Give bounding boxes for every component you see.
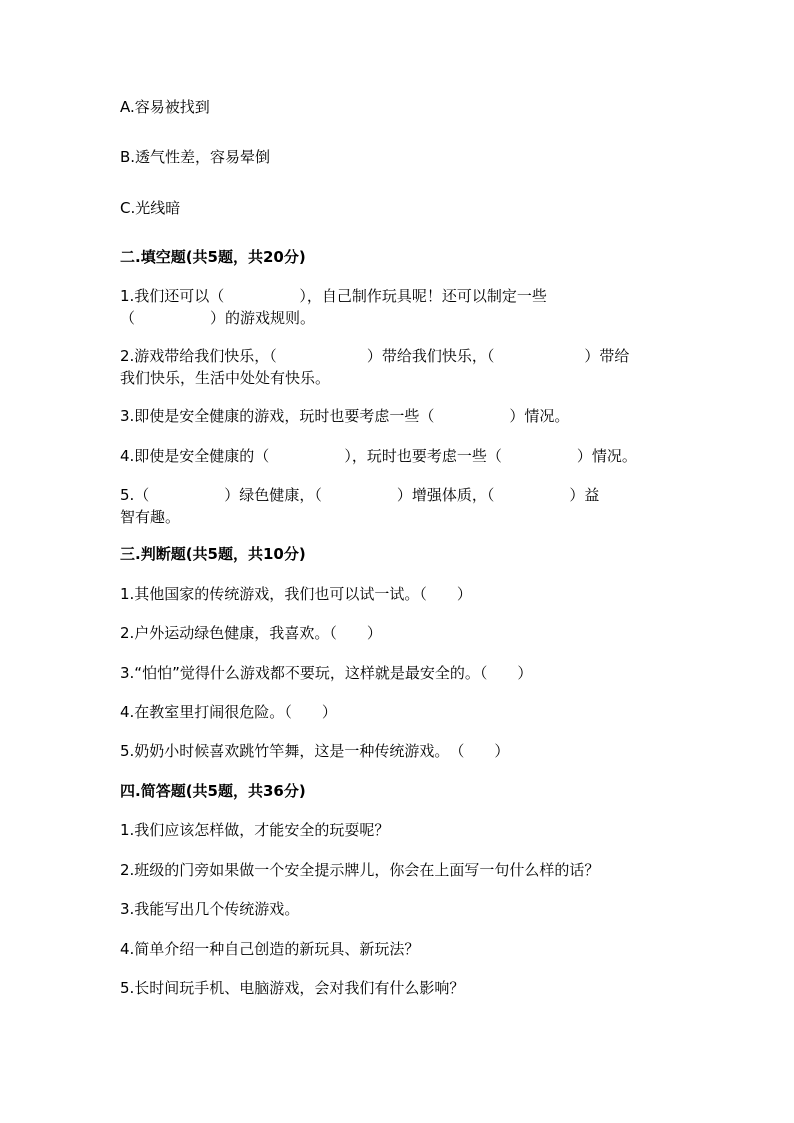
section-heading-fill-blank: 二.填空题(共5题，共20分): [120, 248, 306, 266]
fill-blank-5-line2: 智有趣。: [120, 508, 181, 526]
short-answer-4: 4.简单介绍一种自己创造的新玩具、新玩法？: [120, 940, 420, 958]
true-false-1: 1.其他国家的传统游戏，我们也可以试一试。（ ）: [120, 585, 472, 603]
true-false-3: 3.“怕怕”觉得什么游戏都不要玩，这样就是最安全的。（ ）: [120, 664, 533, 682]
fill-blank-2-line2: 我们快乐，生活中处处有快乐。: [120, 369, 331, 387]
option-a: A.容易被找到: [120, 98, 210, 116]
true-false-2: 2.户外运动绿色健康，我喜欢。（ ）: [120, 624, 382, 642]
option-b: B.透气性差，容易晕倒: [120, 148, 271, 166]
section-heading-short-answer: 四.简答题(共5题，共36分): [120, 782, 306, 800]
true-false-5: 5.奶奶小时候喜欢跳竹竿舞，这是一种传统游戏。 （ ）: [120, 742, 510, 760]
short-answer-5: 5.长时间玩手机、电脑游戏，会对我们有什么影响？: [120, 979, 465, 997]
fill-blank-5-line1: 5.（ ）绿色健康，（ ）增强体质，（ ）益: [120, 486, 600, 504]
short-answer-1: 1.我们应该怎样做，才能安全的玩耍呢？: [120, 821, 390, 839]
true-false-4: 4.在教室里打闹很危险。（ ）: [120, 703, 337, 721]
option-c: C.光线暗: [120, 199, 181, 217]
fill-blank-1-line2: （ ）的游戏规则。: [120, 309, 316, 327]
short-answer-2: 2.班级的门旁如果做一个安全提示牌儿，你会在上面写一句什么样的话？: [120, 861, 600, 879]
fill-blank-4: 4.即使是安全健康的（ ），玩时也要考虑一些（ ）情况。: [120, 447, 637, 465]
fill-blank-2-line1: 2.游戏带给我们快乐，（ ）带给我们快乐，（ ）带给: [120, 347, 630, 365]
short-answer-3: 3.我能写出几个传统游戏。: [120, 900, 300, 918]
fill-blank-3: 3.即使是安全健康的游戏，玩时也要考虑一些（ ）情况。: [120, 407, 570, 425]
section-heading-true-false: 三.判断题(共5题，共10分): [120, 545, 306, 563]
fill-blank-1-line1: 1.我们还可以（ ），自己制作玩具呢！还可以制定一些: [120, 287, 547, 305]
